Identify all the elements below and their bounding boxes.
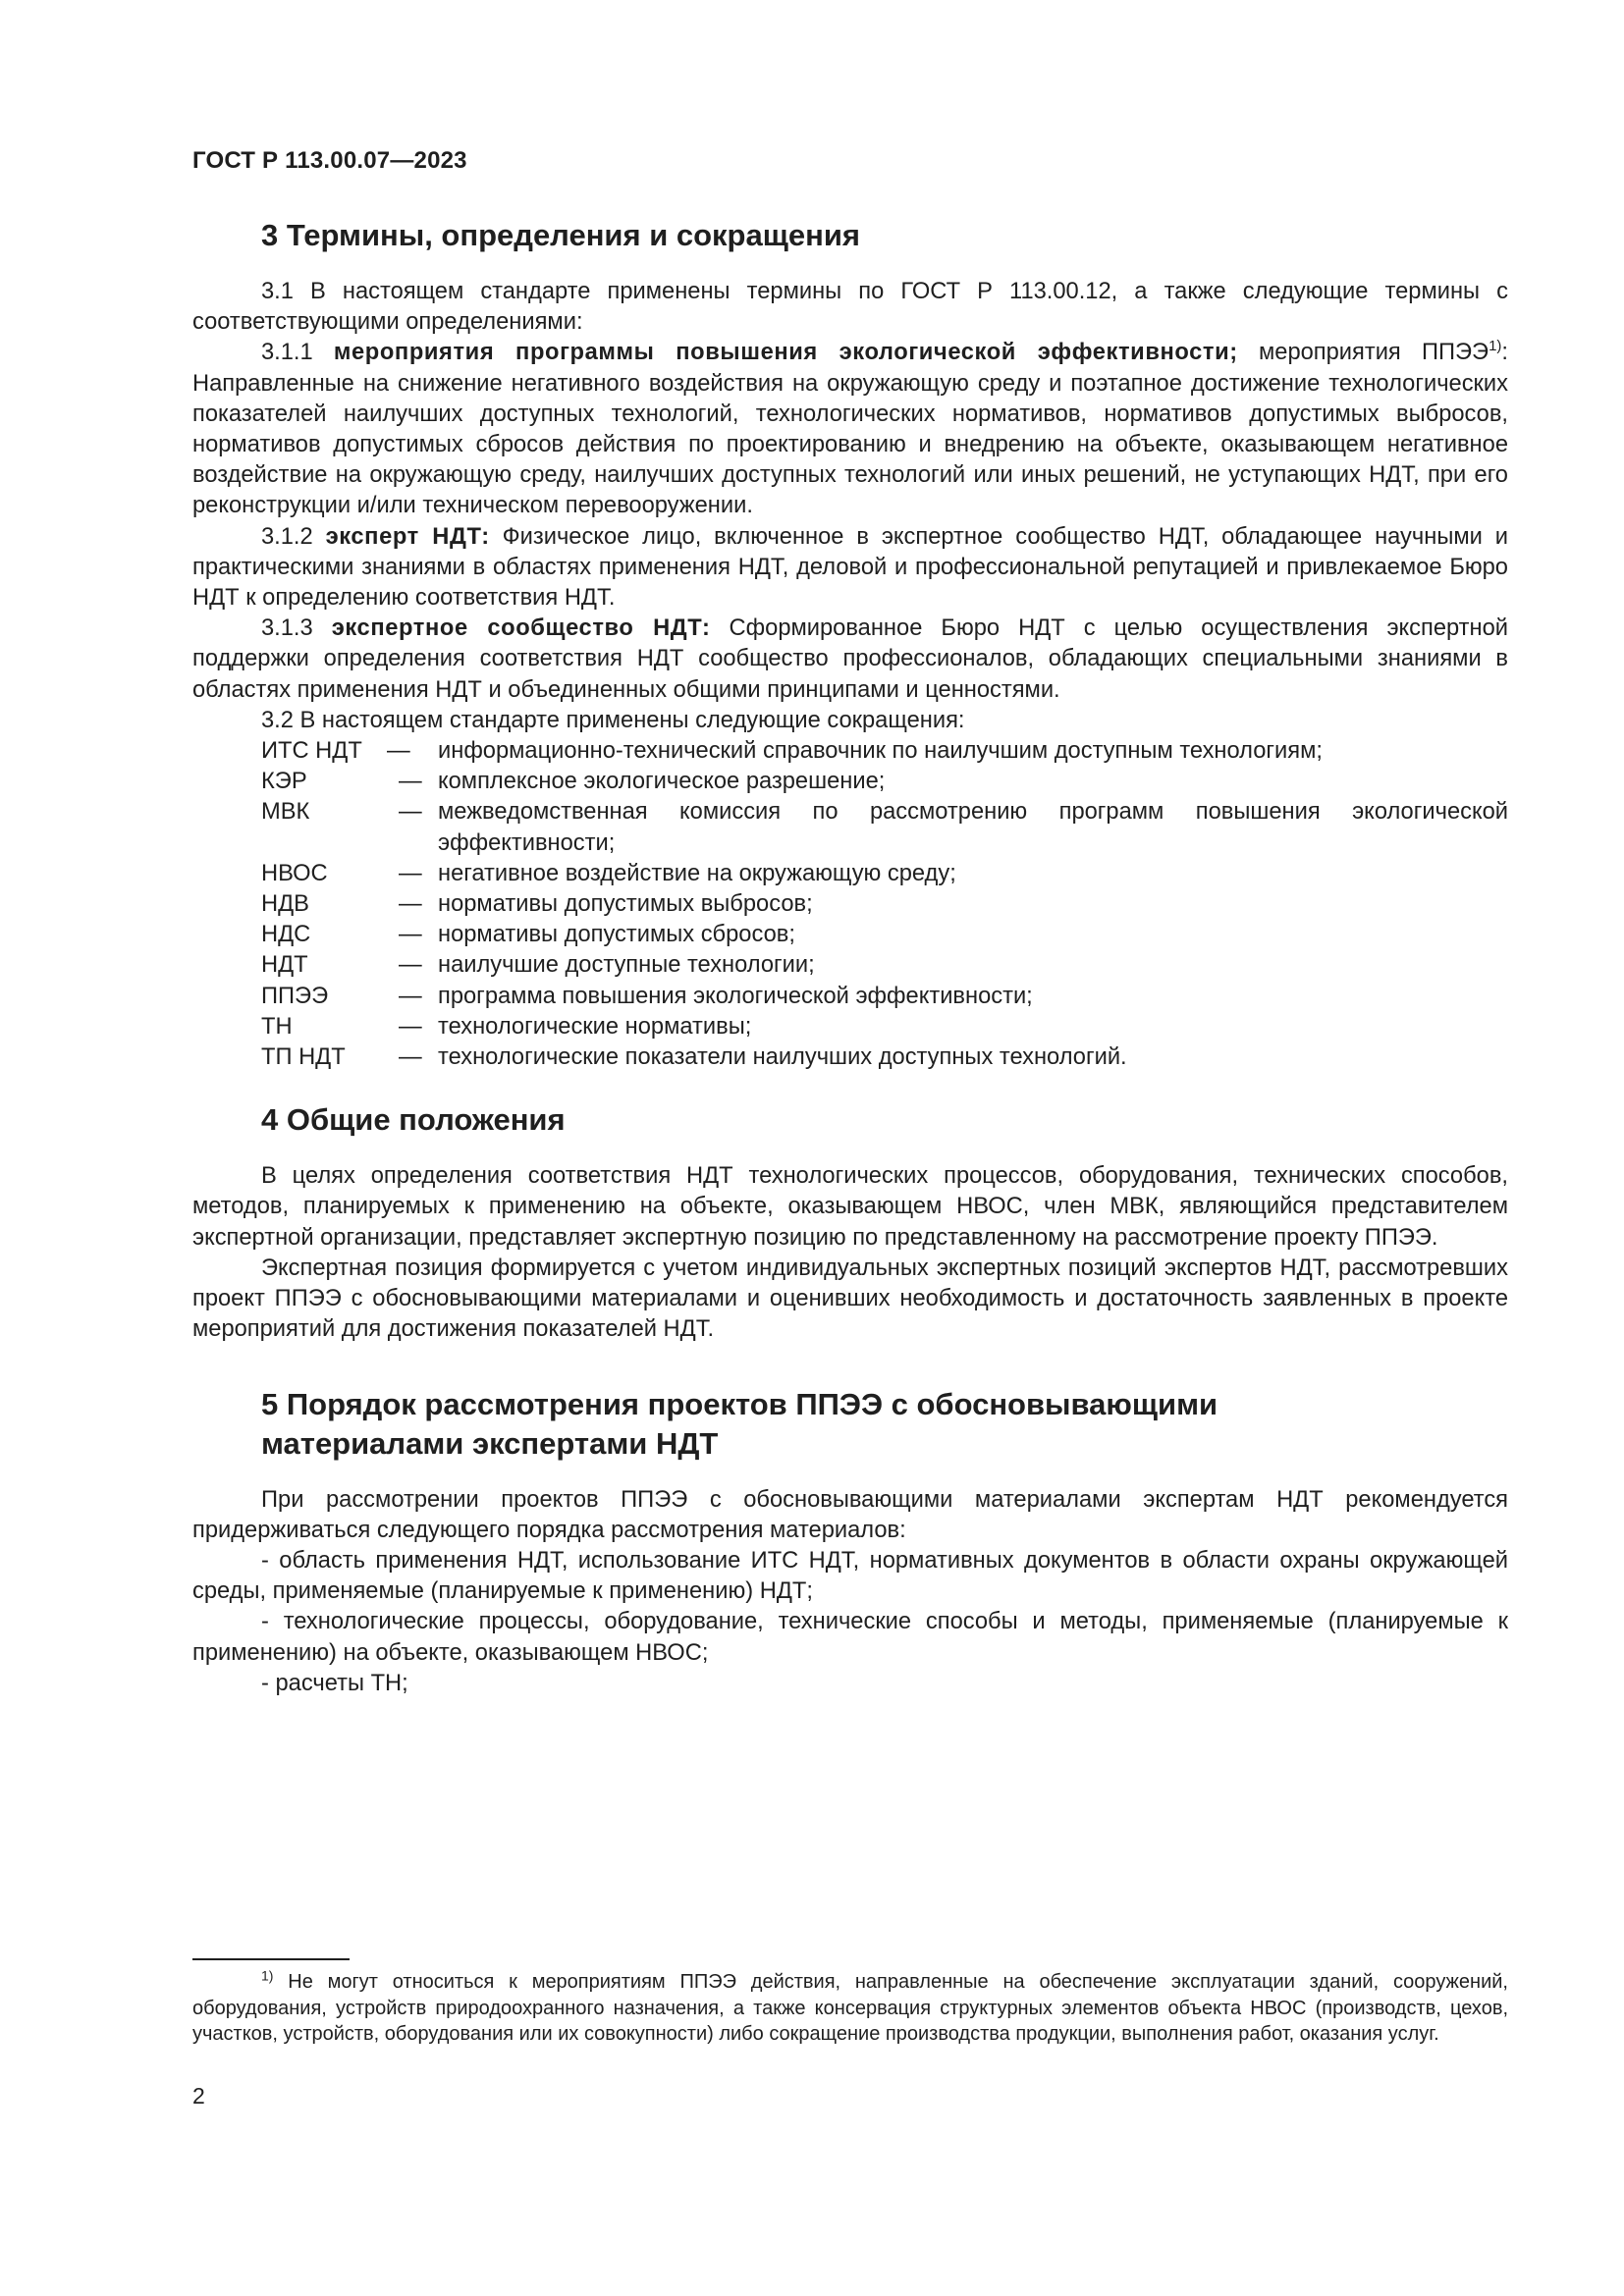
term-3-1-2	[192, 522, 1508, 614]
footnote	[192, 1969, 1508, 2048]
abbreviation-code: МВК	[261, 799, 310, 826]
section-5-heading	[192, 1385, 1508, 1464]
term-definition: Сформированное Бюро НДТ с целью осуществления экспертной поддержки определения соответствия НДТ сообщество профессионалов, обладающих специальными знаниями в областях применения НДТ и объединенных общими принципами и ценностями.	[192, 615, 1508, 703]
list-item: - технологические процессы, оборудование, технические способы и методы, применяемые (планируемые к применению) на объекте, оказывающем НВОС;	[192, 1609, 1508, 1666]
footnote-reference[interactable]: 1)	[1489, 338, 1502, 355]
section-4-paragraph-2: Экспертная позиция формируется с учетом индивидуальных экспертных позиций экспертов НДТ, рассмотревших проект ППЭЭ с обосновывающими материалами и оценивших необходимость и достаточность заявленных в проекте мероприятий для достижения показателей НДТ.	[192, 1255, 1508, 1343]
abbreviation-row	[192, 767, 1508, 797]
abbreviation-definition: межведомственная комиссия по рассмотрению программ повышения экологической эффективности;	[438, 799, 1508, 856]
abbreviation-definition: негативное воздействие на окружающую среду;	[438, 860, 956, 886]
abbreviation-row	[192, 859, 1508, 889]
abbreviation-definition: наилучшие доступные технологии;	[438, 952, 815, 979]
abbreviation-definition: технологические показатели наилучших доступных технологий.	[438, 1044, 1127, 1071]
section-3-heading: 3 Термины, определения и сокращения	[261, 218, 860, 252]
page-number: 2	[192, 2083, 205, 2109]
abbreviation-code: НДТ	[261, 952, 308, 979]
footnote-mark: 1)	[261, 1967, 274, 1984]
abbreviation-code: ТН	[261, 1013, 293, 1040]
abbreviation-row	[192, 889, 1508, 920]
abbreviation-definition: информационно-технический справочник по наилучшим доступным технологиям;	[438, 738, 1323, 765]
document-code-header: ГОСТ Р 113.00.07—2023	[192, 147, 467, 174]
term-definition: : Направленные на снижение негативного воздействия на окружающую среду и поэтапное достижение технологических показателей наилучших доступных технологий, технологических нормативов, нормативов допустимых выбросов, нормативов допустимых сбросов действия по проектированию и внедрению на объекте, оказывающем негативное воздействие на окружающую среду, наилучших доступных технологий или иных решений, не уступающих НДТ, при его реконструкции и/или техническом перевооружении.	[192, 340, 1508, 519]
abbreviation-definition: технологические нормативы;	[438, 1013, 752, 1040]
term-name: экспертное сообщество НДТ:	[331, 615, 711, 642]
abbreviation-row	[192, 920, 1508, 950]
abbreviation-code: КЭР	[261, 769, 307, 795]
term-number: 3.1.3	[261, 615, 332, 642]
abbreviation-dash: —	[399, 799, 422, 826]
abbreviation-code: НВОС	[261, 860, 328, 886]
abbreviation-row	[192, 1042, 1508, 1073]
term-lead: мероприятия ППЭЭ	[1237, 340, 1489, 366]
abbreviation-definition: нормативы допустимых выбросов;	[438, 891, 813, 918]
abbreviation-code: НДС	[261, 922, 311, 948]
abbreviation-row	[192, 1012, 1508, 1042]
abbreviation-definition: программа повышения экологической эффективности;	[438, 983, 1033, 1009]
list-item: - расчеты ТН;	[261, 1670, 408, 1696]
footnote-separator	[192, 1958, 350, 1960]
abbreviation-code: ППЭЭ	[261, 983, 329, 1009]
abbreviation-dash: —	[399, 1013, 422, 1040]
section-5-heading-line-2: материалами экспертами НДТ	[261, 1425, 719, 1461]
term-number: 3.1.2	[261, 523, 326, 550]
term-3-1-3	[192, 614, 1508, 706]
abbreviation-definition: комплексное экологическое разрешение;	[438, 769, 886, 795]
section-4-heading: 4 Общие положения	[261, 1102, 566, 1138]
abbreviation-dash: —	[399, 922, 422, 948]
abbreviation-row: ИТС НДТ — информационно-технический справочник по наилучшим доступным технологиям;	[192, 736, 1508, 767]
term-3-1-1	[192, 338, 1508, 521]
abbreviation-dash: —	[399, 769, 422, 795]
abbreviation-list	[192, 736, 1508, 1073]
paragraph-3-2: 3.2 В настоящем стандарте применены следующие сокращения:	[261, 707, 965, 733]
abbreviation-definition: нормативы допустимых сбросов;	[438, 922, 795, 948]
list-item: - область применения НДТ, использование ИТС НДТ, нормативных документов в области охраны окружающей среды, применяемые (планируемые к применению) НДТ;	[192, 1547, 1508, 1605]
abbreviation-dash: —	[399, 860, 422, 886]
term-name: эксперт НДТ:	[325, 523, 490, 550]
abbreviation-row	[192, 797, 1508, 858]
abbreviation-dash: —	[399, 952, 422, 979]
abbreviation-code: НДВ	[261, 891, 309, 918]
paragraph-3-1: 3.1 В настоящем стандарте применены термины по ГОСТ Р 113.00.12, а также следующие термины с соответствующими определениями:	[192, 279, 1508, 336]
term-name: мероприятия программы повышения экологической эффективности;	[333, 340, 1238, 366]
term-number: 3.1.1	[261, 340, 334, 366]
footnote-text: Не могут относиться к мероприятиям ППЭЭ действия, направленные на обеспечение эксплуатации зданий, сооружений, оборудования, устройств природоохранного назначения, а также консервация структурных элементов объекта НВОС (производств, цехов, участков, устройств, оборудования или их совокупности) либо сокращение производства продукции, выполнения работ, оказания услуг.	[192, 1971, 1508, 2045]
term-definition: Физическое лицо, включенное в экспертное сообщество НДТ, обладающее научными и практическими знаниями в областях применения НДТ, деловой и профессиональной репутацией и привлекаемое Бюро НДТ к определению соответствия НДТ.	[192, 523, 1508, 612]
abbreviation-dash: —	[399, 891, 422, 918]
section-5-paragraph-1: При рассмотрении проектов ППЭЭ с обосновывающими материалами экспертам НДТ рекомендуется придерживаться следующего порядка рассмотрения материалов:	[192, 1486, 1508, 1543]
abbreviation-code: ТП НДТ	[261, 1044, 346, 1071]
abbreviation-code: ИТС НДТ	[261, 738, 362, 765]
section-4-paragraph-1: В целях определения соответствия НДТ технологических процессов, оборудования, технических способов, методов, планируемых к применению на объекте, оказывающем НВОС, член МВК, являющийся представителем экспертной организации, представляет экспертную позицию по представленному на рассмотрение проекту ППЭЭ.	[192, 1163, 1508, 1251]
section-5-heading-line-1: 5 Порядок рассмотрения проектов ППЭЭ с обосновывающими	[261, 1386, 1218, 1421]
abbreviation-row	[192, 950, 1508, 981]
abbreviation-dash: —	[399, 983, 422, 1009]
page-content	[192, 216, 1508, 1699]
spacer	[192, 1464, 1508, 1485]
abbreviation-row	[192, 982, 1508, 1012]
abbreviation-dash: —	[399, 1044, 422, 1071]
